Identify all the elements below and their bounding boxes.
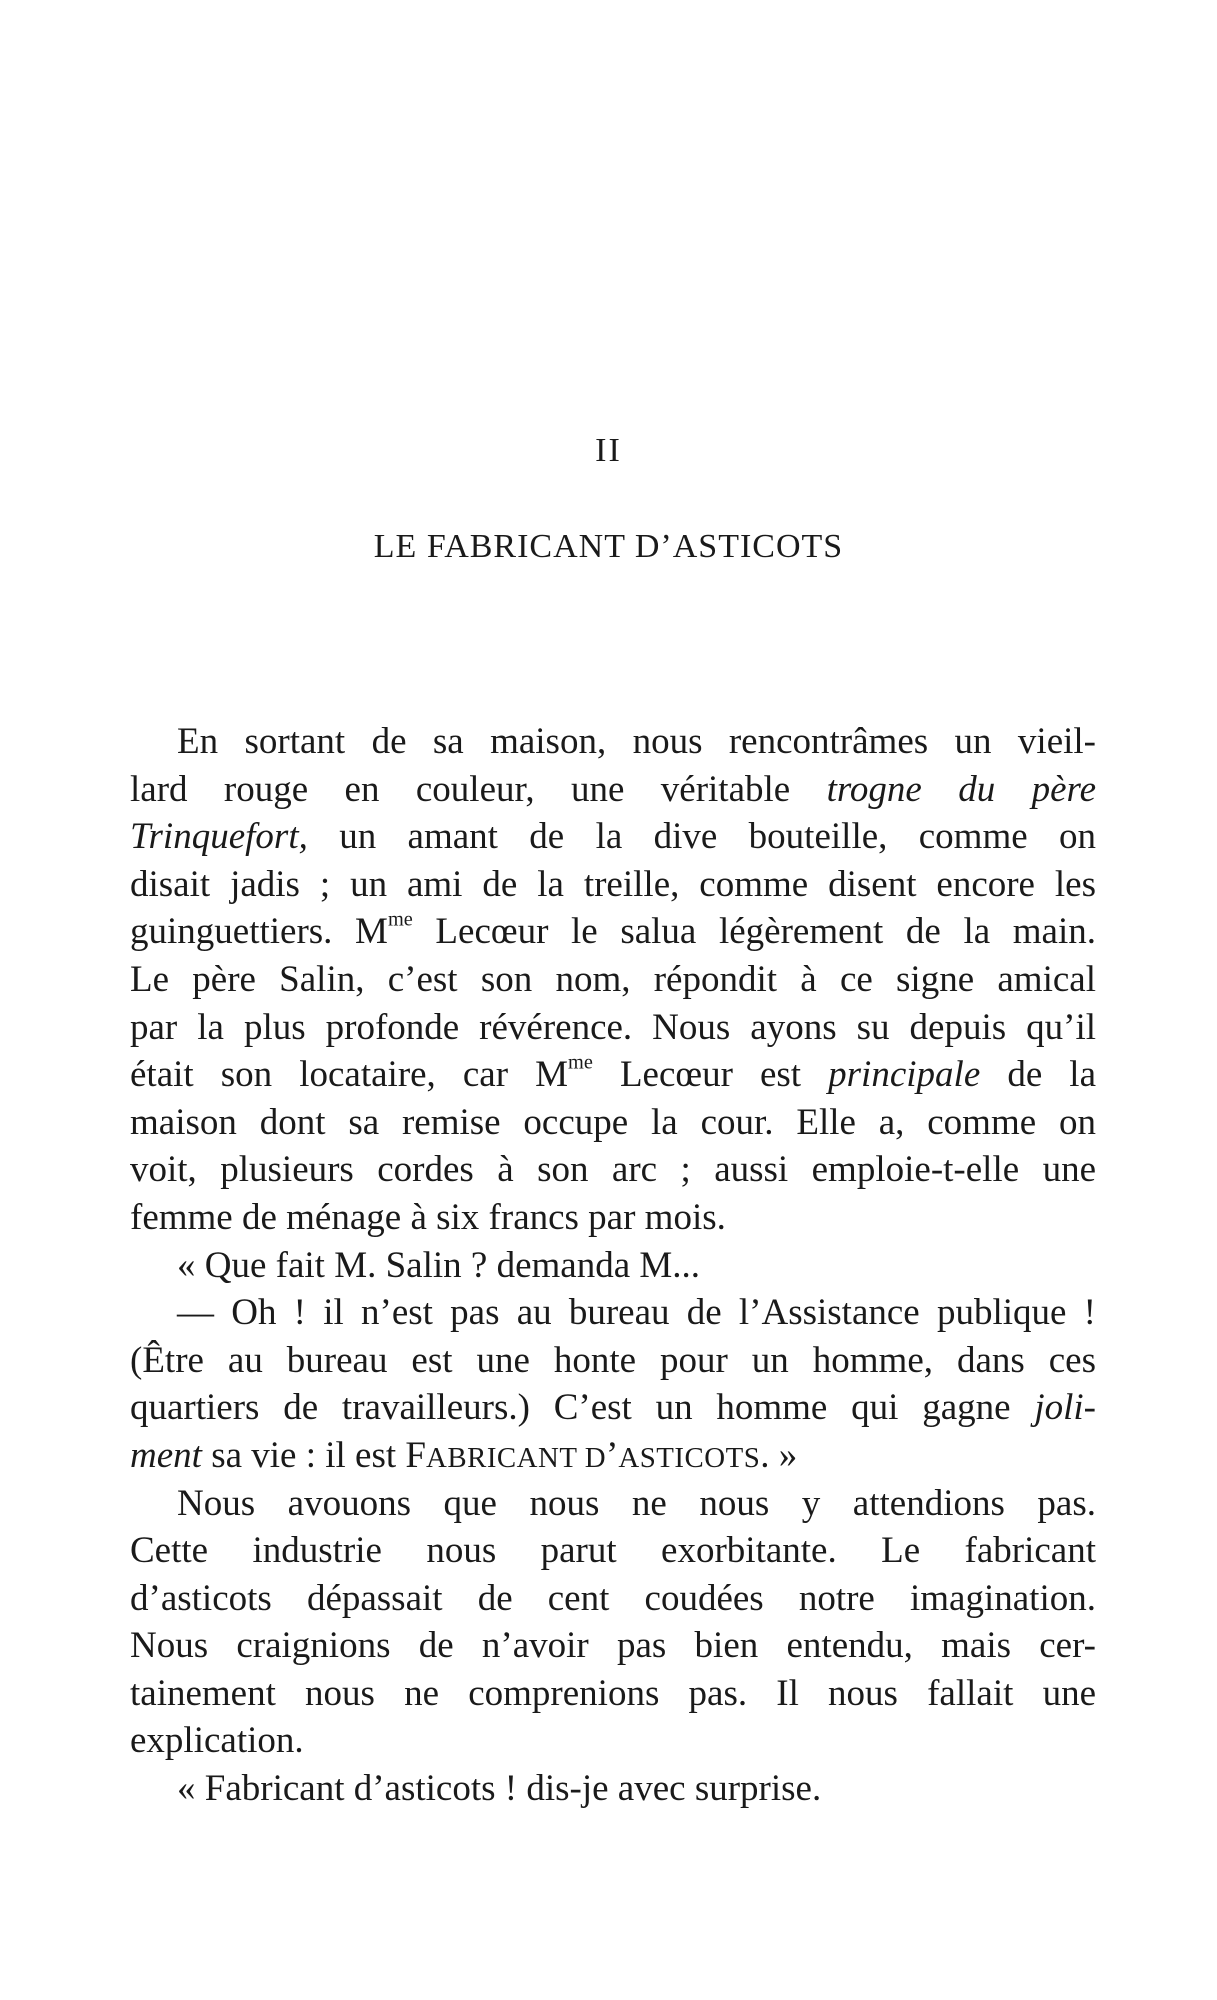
text-line: quartiers de travailleurs.) C’est un homme qui gagne joli-: [130, 1387, 1096, 1429]
small-caps-part: ’: [606, 1434, 619, 1476]
text-line: lard rouge en couleur, une véritable trogne du père: [130, 768, 1096, 810]
italic-phrase: Trinquefort,: [130, 816, 308, 858]
text-line: explication.: [130, 1720, 304, 1762]
italic-phrase: joli-: [1034, 1387, 1096, 1429]
text-line: Le père Salin, c’est son nom, répondit à ce signe amical: [130, 958, 1096, 1000]
text-line: — Oh ! il n’est pas au bureau de l’Assistance publique !: [177, 1292, 1096, 1334]
chapter-title: LE FABRICANT D’ASTICOTS: [373, 528, 844, 565]
text-line: Nous avouons que nous ne nous y attendions pas.: [177, 1482, 1096, 1524]
text-line: maison dont sa remise occupe la cour. Elle a, comme on: [130, 1101, 1096, 1143]
text-line: voit, plusieurs cordes à son arc ; aussi emploie-t-elle une: [130, 1149, 1096, 1191]
text-line: « Que fait M. Salin ? demanda M...: [177, 1244, 701, 1286]
small-caps-part: ASTICOTS: [618, 1441, 761, 1474]
text-line: Trinquefort, un amant de la dive bouteille, comme on: [130, 816, 1096, 858]
text-line: Nous craignions de n’avoir pas bien entendu, mais cer-: [130, 1625, 1096, 1667]
superscript: me: [568, 1051, 593, 1074]
italic-phrase: ment: [130, 1434, 202, 1476]
text-line: femme de ménage à six francs par mois.: [130, 1196, 726, 1238]
text-line: guinguettiers. $M^{me}$ Lecœur le salua légèrement de la main.: [130, 909, 1096, 953]
italic-phrase: principale: [828, 1054, 981, 1096]
text-line: « Fabricant d’asticots ! dis-je avec surprise.: [177, 1768, 822, 1810]
text-line: disait jadis ; un ami de la treille, comme disent encore les: [130, 863, 1096, 905]
body-text: [130, 718, 1096, 1813]
text-line: était son locataire, car $M^{me}$ Lecœur est principale de la: [130, 1051, 1097, 1096]
text-line: ment sa vie : il est FABRICANT D’ASTICOTS. »: [130, 1434, 798, 1476]
superscript: me: [387, 909, 413, 932]
italic-phrase: trogne du père: [826, 768, 1096, 810]
text-line: d’asticots dépassait de cent coudées notre imagination.: [130, 1577, 1096, 1619]
text-line: par la plus profonde révérence. Nous ayons su depuis qu’il: [130, 1006, 1096, 1048]
chapter-number: II: [595, 432, 622, 469]
text-line: En sortant de sa maison, nous rencontrâmes un vieil-: [177, 721, 1096, 762]
text-line: Cette industrie nous parut exorbitante. Le fabricant: [130, 1530, 1096, 1572]
text-line: (Être au bureau est une honte pour un homme, dans ces: [130, 1339, 1096, 1381]
text-line: tainement nous ne comprenions pas. Il nous fallait une: [130, 1672, 1096, 1714]
small-caps-part: ABRICANT D: [425, 1441, 607, 1474]
small-caps-part: F: [405, 1434, 426, 1476]
